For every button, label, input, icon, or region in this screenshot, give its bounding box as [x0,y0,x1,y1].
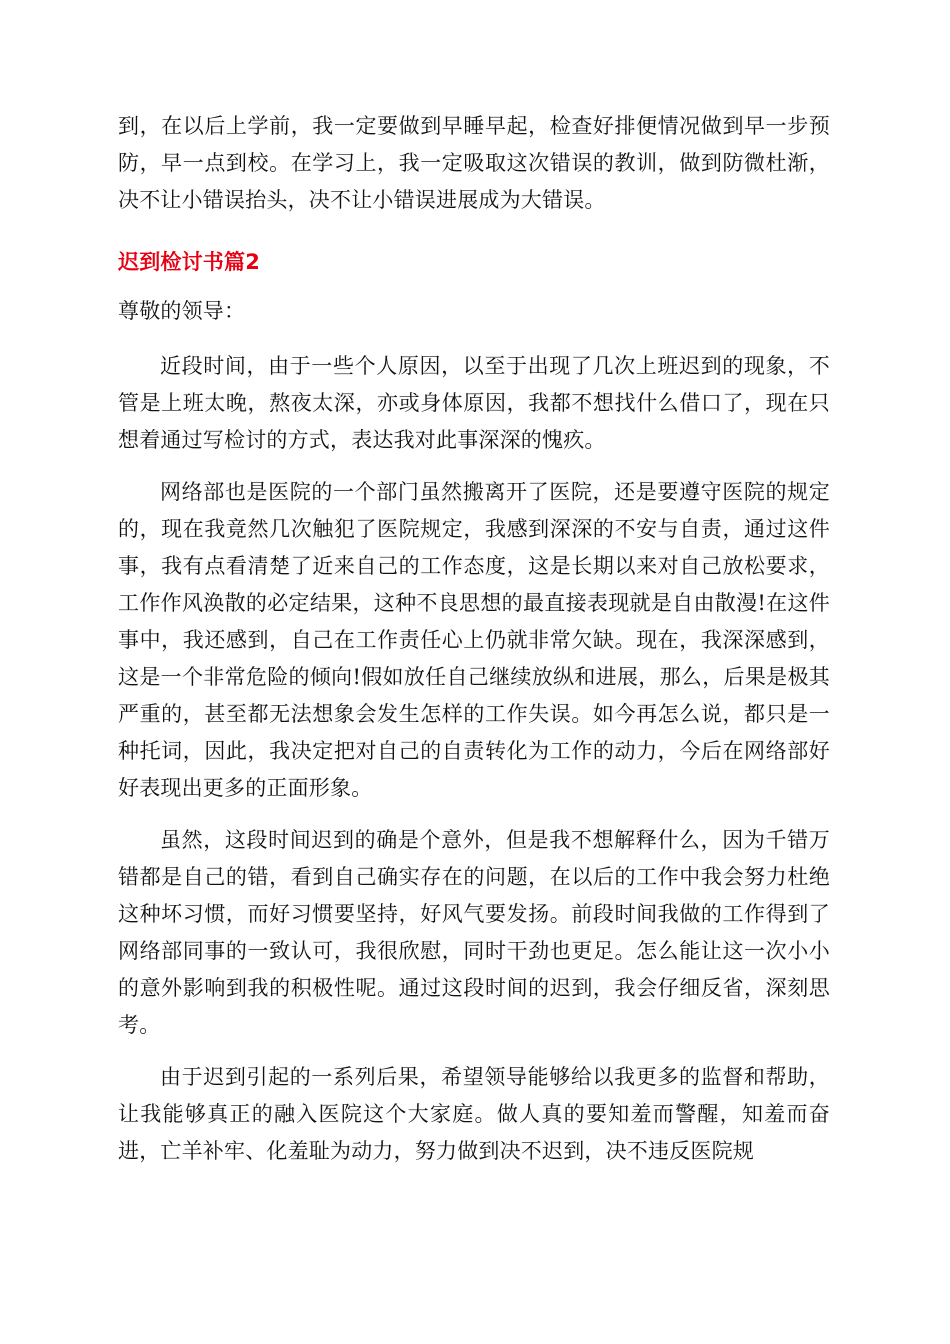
section-heading: 迟到检讨书篇2 [118,250,261,274]
paragraph-continued: 到，在以后上学前，我一定要做到早睡早起，检查好排便情况做到早一步预防，早一点到校。在学习上，我一定吸取这次错误的教训，做到防微杜渐，决不让小错误抬头，决不让小错误进展成为大错误。 [118,114,830,212]
paragraph-1: 近段时间，由于一些个人原因，以至于出现了几次上班迟到的现象，不管是上班太晚，熬夜太深，亦或身体原因，我都不想找什么借口了，现在只想着通过写检讨的方式，表达我对此事深深的愧疚。 [118,354,830,452]
salutation: 尊敬的领导： [118,299,246,323]
document-body [118,108,830,1170]
paragraph-2: 网络部也是医院的一个部门虽然搬离开了医院，还是要遵守医院的规定的，现在我竟然几次触犯了医院规定，我感到深深的不安与自责，通过这件事，我有点看清楚了近来自己的工作态度，这是长期以来对自己放松要求，工作作风涣散的必定结果，这种不良思想的最直接表现就是自由散漫!在这件事中，我还感到，自己在工作责任心上仍就非常欠缺。现在，我深深感到，这是一个非常危险的倾向!假如放任自己继续放纵和进展，那么，后果是极其严重的，甚至都无法想象会发生怎样的工作失误。如今再怎么说，都只是一种托词，因此，我决定把对自己的自责转化为工作的动力，今后在网络部好好表现出更多的正面形象。 [118,480,830,800]
paragraph-4: 由于迟到引起的一系列后果，希望领导能够给以我更多的监督和帮助，让我能够真正的融入医院这个大家庭。做人真的要知羞而警醒，知羞而奋进，亡羊补牢、化羞耻为动力，努力做到决不迟到，决不违反医院规 [118,1065,830,1163]
paragraph-3: 虽然，这段时间迟到的确是个意外，但是我不想解释什么，因为千错万错都是自己的错，看到自己确实存在的问题，在以后的工作中我会努力杜绝这种坏习惯，而好习惯要坚持，好风气要发扬。前段时间我做的工作得到了网络部同事的一致认可，我很欣慰，同时干劲也更足。怎么能让这一次小小的意外影响到我的积极性呢。通过这段时间的迟到，我会仔细反省，深刻思考。 [118,828,830,1037]
